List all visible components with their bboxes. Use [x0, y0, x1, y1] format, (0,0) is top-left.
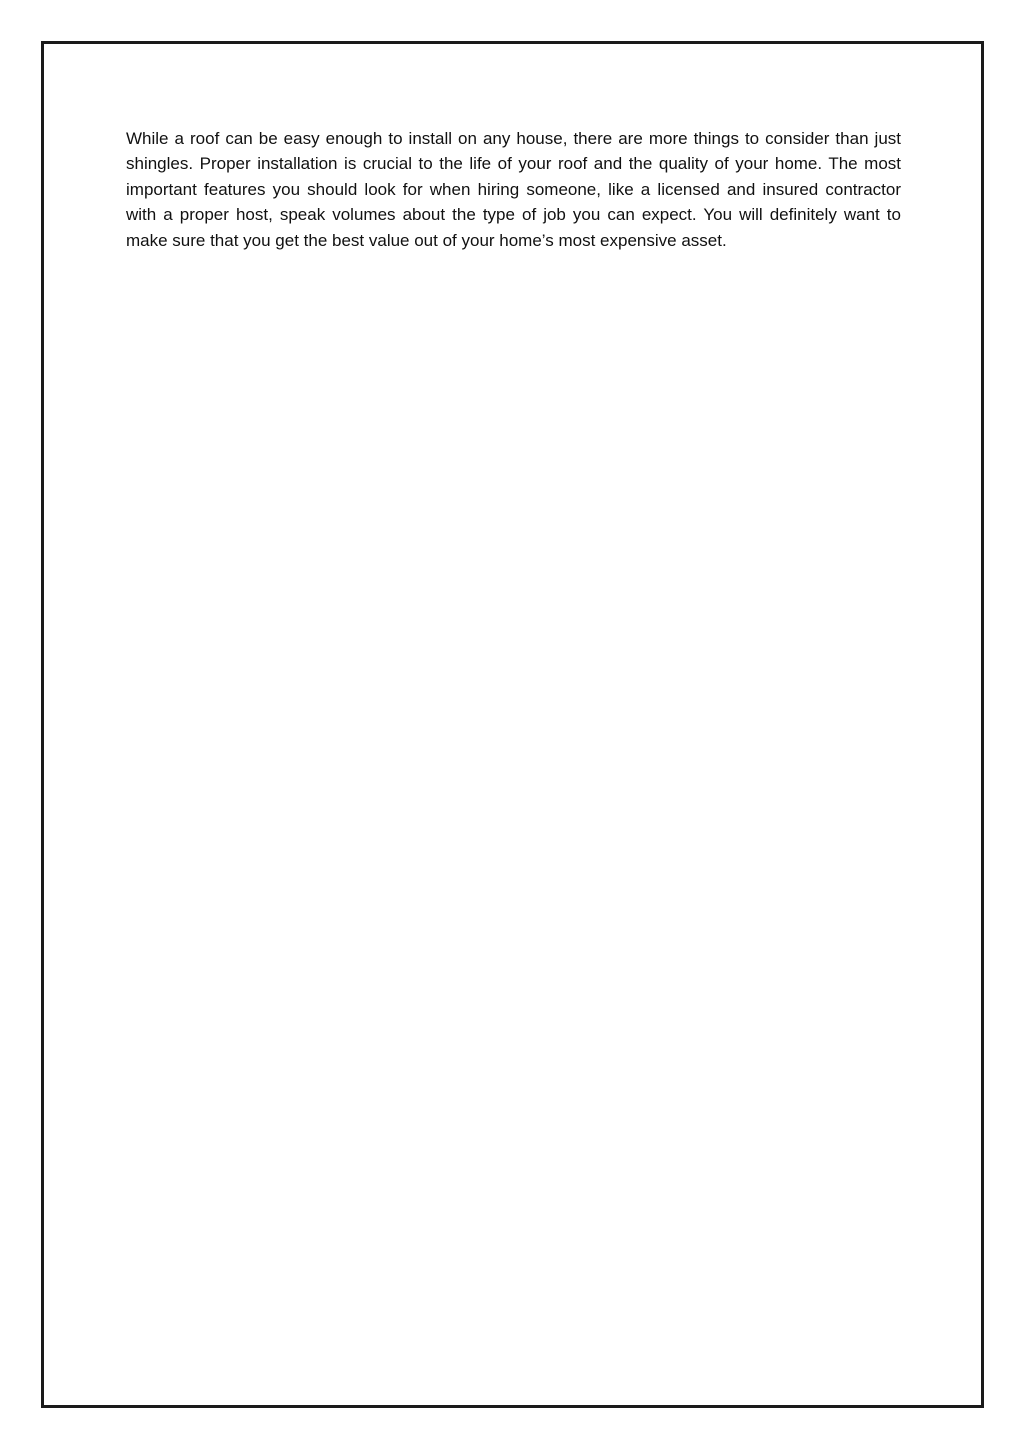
page-border — [41, 41, 984, 1408]
body-paragraph: While a roof can be easy enough to install on any house, there are more things to consider than just shingles. Proper installation is crucial to the life of your roof and the quality of your home. The most important features you should look for when hiring someone, like a licensed and insured contractor with a proper host, speak volumes about the type of job you can expect. You will definitely want to make sure that you get the best value out of your home’s most expensive asset. — [126, 129, 901, 250]
